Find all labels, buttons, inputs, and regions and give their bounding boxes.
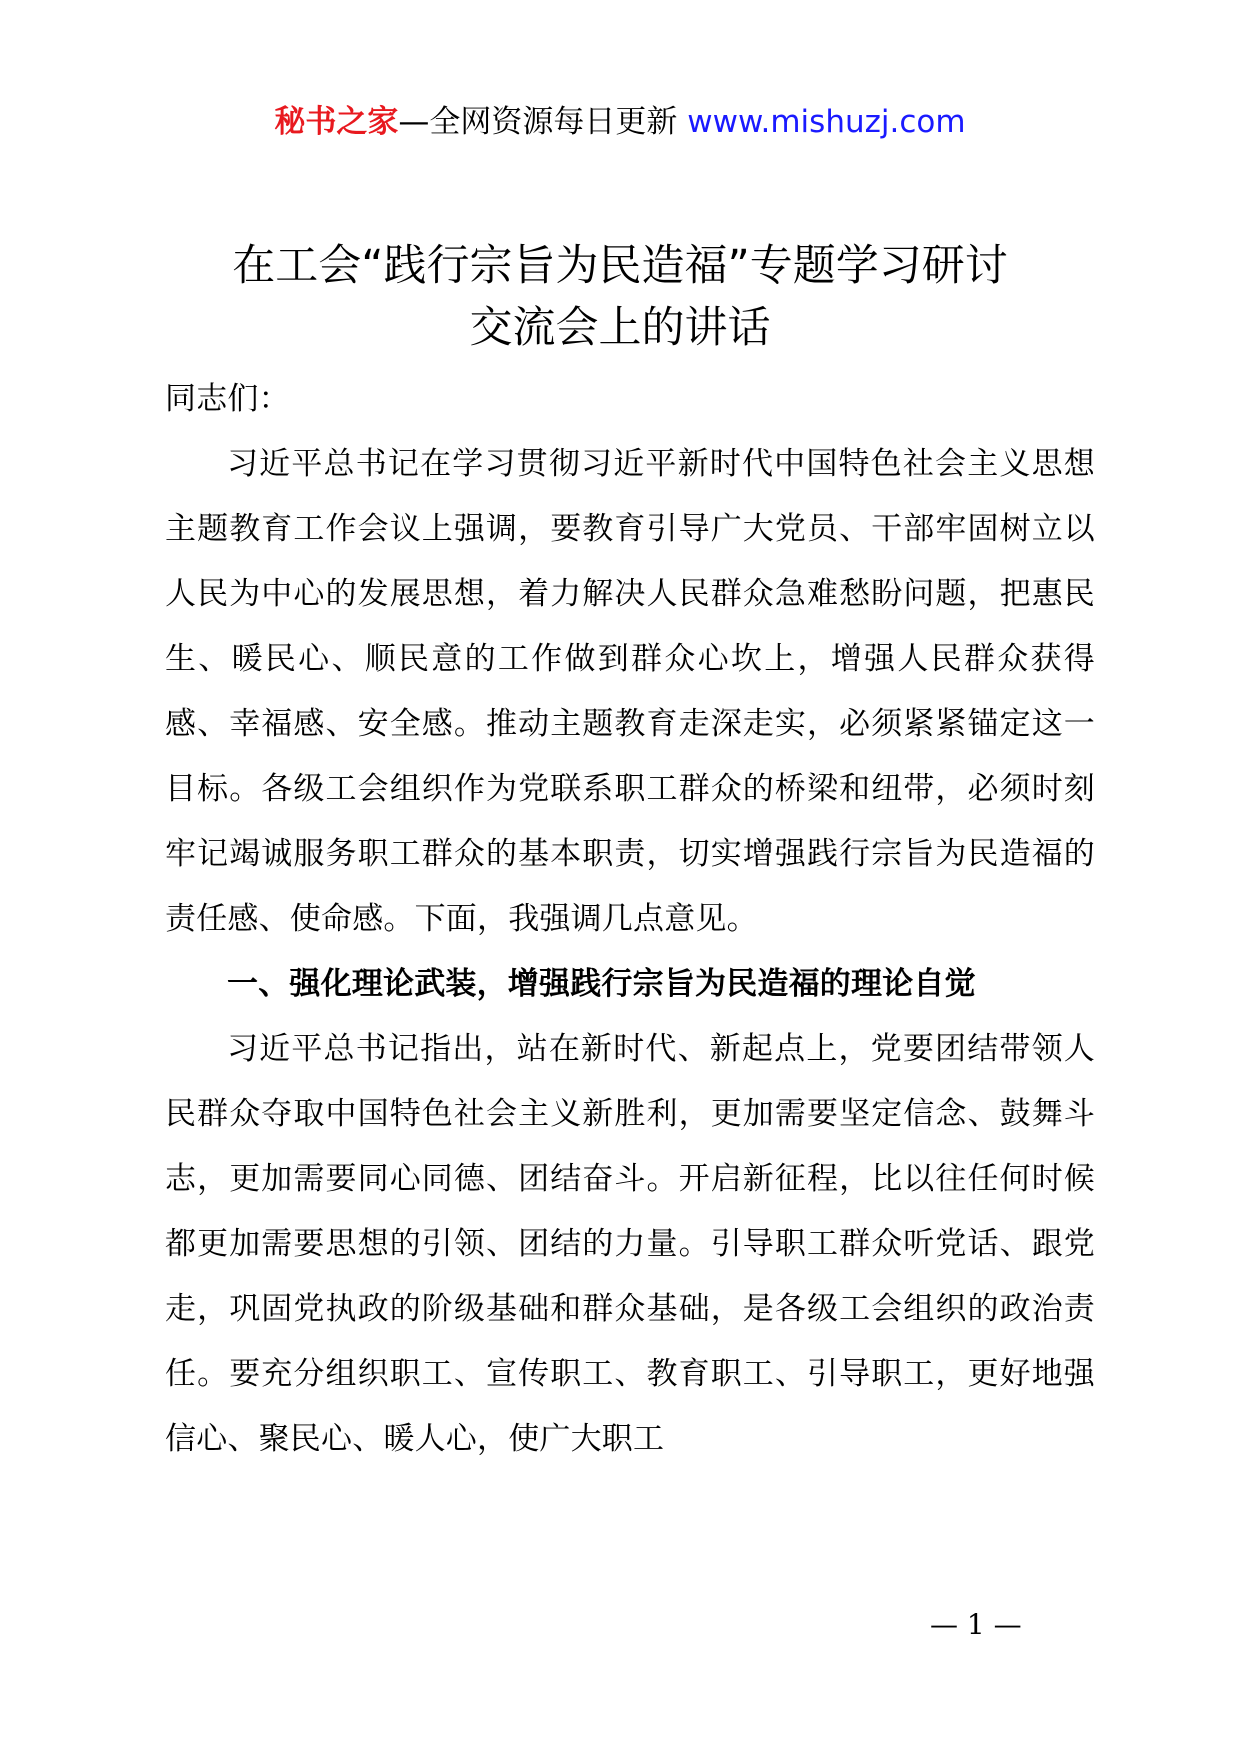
salutation: 同志们： [165,381,290,417]
page-number: — 1 — [930,1608,1022,1641]
document-title-line-2: 交流会上的讲话 [469,303,771,353]
site-url-link[interactable]: www.mishuzj.com [687,104,966,140]
site-header [0,100,1240,144]
paragraph-2: 习近平总书记指出，站在新时代、新起点上，党要团结带领人民群众夺取中国特色社会主义新胜利，更加需要坚定信念、鼓舞斗志，更加需要同心同德、团结奋斗。开启新征程，比以往任何时候都更加需要思想的引领、团结的力量。引导职工群众听党话、跟党走，巩固党执政的阶级基础和群众基础，是各级工会组织的政治责任。要充分组织职工、宣传职工、教育职工、引导职工，更好地强信心、聚民心、暖人心，使广大职工 [165,1031,1095,1457]
site-brand: 秘书之家 [274,104,399,140]
document-body [165,367,1095,1472]
paragraph-1: 习近平总书记在学习贯彻习近平新时代中国特色社会主义思想主题教育工作会议上强调，要教育引导广大党员、干部牢固树立以人民为中心的发展思想，着力解决人民群众急难愁盼问题，把惠民生、暖民心、顺民意的工作做到群众心坎上，增强人民群众获得感、幸福感、安全感。推动主题教育走深走实，必须紧紧锚定这一目标。各级工会组织作为党联系职工群众的桥梁和纽带，必须时刻牢记竭诚服务职工群众的基本职责，切实增强践行宗旨为民造福的责任感、使命感。下面，我强调几点意见。 [165,446,1095,937]
document-title-line-1: 在工会“践行宗旨为民造福”专题学习研讨 [232,241,1008,291]
site-tagline: —全网资源每日更新 [398,104,678,140]
section-heading-1: 一、强化理论武装，增强践行宗旨为民造福的理论自觉 [227,966,976,1002]
document-title [150,235,1090,359]
